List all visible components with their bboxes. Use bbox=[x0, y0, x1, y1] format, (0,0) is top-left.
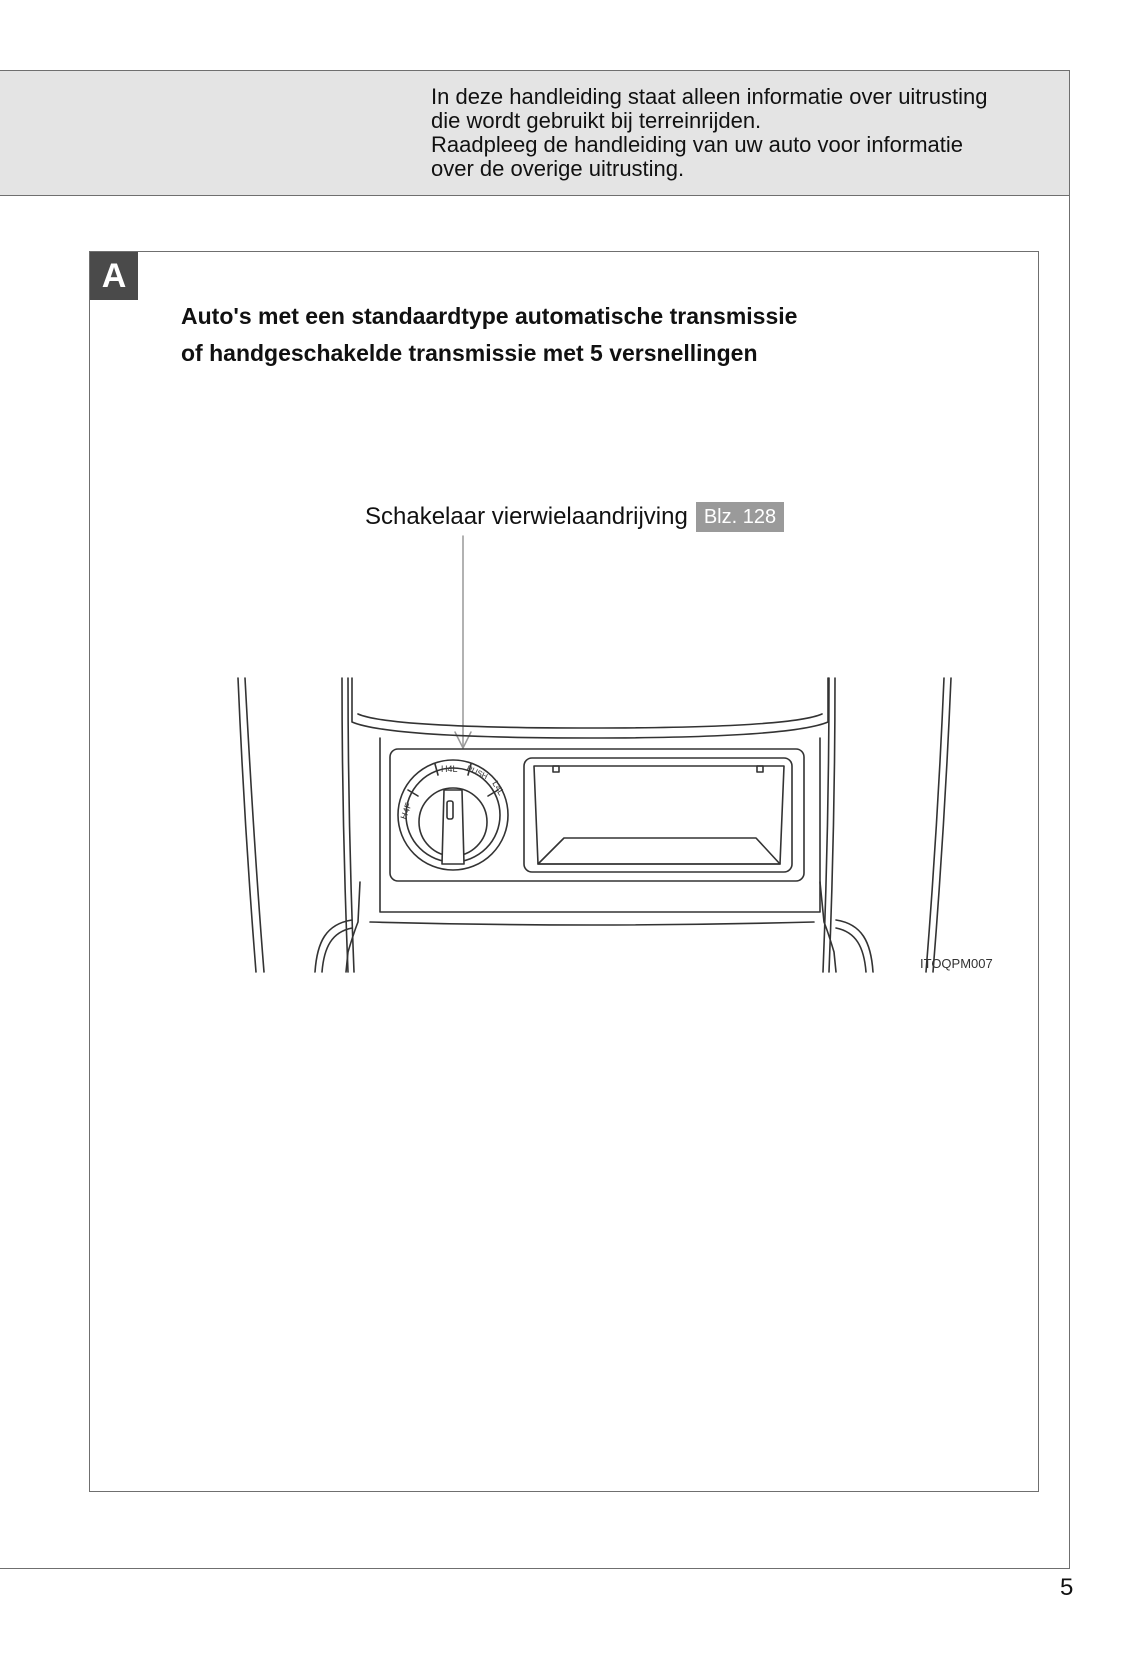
header-line: over de overige uitrusting. bbox=[431, 156, 685, 181]
dial-label-push: PUSH bbox=[465, 763, 490, 782]
page-reference-link[interactable]: Blz. 128 bbox=[696, 502, 784, 532]
dial-label-h4l: H4L bbox=[441, 764, 458, 774]
section-badge: A bbox=[90, 252, 138, 300]
figure-code: ITOQPM007 bbox=[920, 956, 993, 971]
dial-label-h4f: H4F bbox=[398, 801, 414, 821]
page-rule-bottom bbox=[0, 1568, 1070, 1569]
console-illustration bbox=[227, 530, 967, 990]
dial-label-l4l: L4L bbox=[490, 779, 507, 798]
heading-line: of handgeschakelde transmissie met 5 versnellingen bbox=[181, 340, 758, 366]
header-line: die wordt gebruikt bij terreinrijden. bbox=[431, 108, 762, 133]
header-text bbox=[431, 85, 1051, 181]
info-header bbox=[0, 70, 1070, 196]
header-line: In deze handleiding staat alleen informatie over uitrusting bbox=[431, 84, 988, 109]
callout bbox=[365, 501, 784, 533]
heading-line: Auto's met een standaardtype automatische transmissie bbox=[181, 303, 798, 329]
page-rule-right bbox=[1069, 196, 1070, 1569]
callout-label: Schakelaar vierwielaandrijving bbox=[365, 503, 688, 530]
section-box bbox=[89, 251, 1039, 1492]
page-number: 5 bbox=[1060, 1574, 1074, 1601]
header-line: Raadpleeg de handleiding van uw auto voor informatie bbox=[431, 132, 964, 157]
section-heading bbox=[181, 298, 1001, 372]
